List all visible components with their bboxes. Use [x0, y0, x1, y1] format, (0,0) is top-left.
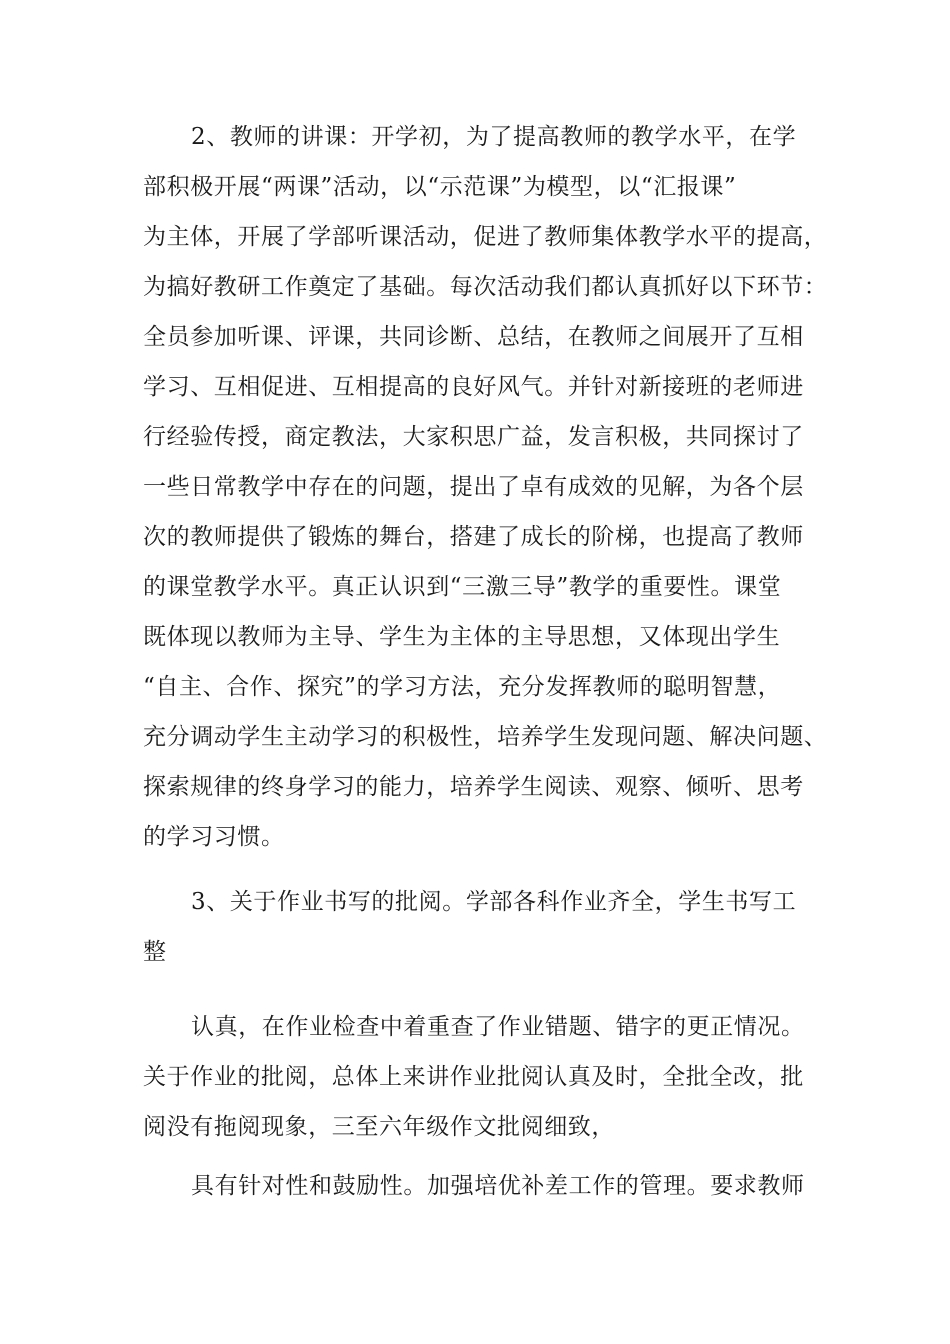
- text-line: 阅没有拖阅现象，三至六年级作文批阅细致，: [143, 1114, 615, 1140]
- text-line: “自主、合作、探究”的学习方法，充分发挥教师的聪明智慧，: [143, 674, 782, 700]
- text-line: 关于作业的批阅，总体上来讲作业批阅认真及时，全批全改，批: [143, 1064, 804, 1090]
- text-line: 充分调动学生主动学习的积极性，培养学生发现问题、解决问题、: [143, 724, 828, 750]
- text-line: 整: [143, 939, 167, 965]
- text-line: 为主体，开展了学部听课活动，促进了教师集体教学水平的提高，: [143, 224, 828, 250]
- text-line: 为搞好教研工作奠定了基础。每次活动我们都认真抓好以下环节：: [143, 274, 828, 300]
- text-line: 的学习习惯。: [143, 824, 285, 850]
- text-line: 学习、互相促进、互相提高的良好风气。并针对新接班的老师进: [143, 374, 804, 400]
- text-line: 的课堂教学水平。真正认识到“三激三导”教学的重要性。课堂: [143, 574, 782, 600]
- text-line: 一些日常教学中存在的问题，提出了卓有成效的见解，为各个层: [143, 474, 804, 500]
- text-line: 具有针对性和鼓励性。加强培优补差工作的管理。要求教师: [191, 1173, 805, 1199]
- text-line: 既体现以教师为主导、学生为主体的主导思想，又体现出学生: [143, 624, 781, 650]
- text-line: 探索规律的终身学习的能力，培养学生阅读、观察、倾听、思考: [143, 774, 804, 800]
- text-line: 行经验传授，商定教法，大家积思广益，发言积极，共同探讨了: [143, 424, 804, 450]
- text-line: 2、教师的讲课：开学初，为了提高教师的教学水平，在学: [191, 124, 797, 150]
- text-line: 认真，在作业检查中着重查了作业错题、错字的更正情况。: [191, 1014, 805, 1040]
- text-line: 全员参加听课、评课，共同诊断、总结，在教师之间展开了互相: [143, 324, 804, 350]
- text-line: 次的教师提供了锻炼的舞台，搭建了成长的阶梯，也提高了教师: [143, 524, 804, 550]
- text-line: 3、关于作业书写的批阅。学部各科作业齐全，学生书写工: [191, 889, 797, 915]
- text-line: 部积极开展“两课”活动，以“示范课”为模型，以“汇报课”: [143, 174, 737, 200]
